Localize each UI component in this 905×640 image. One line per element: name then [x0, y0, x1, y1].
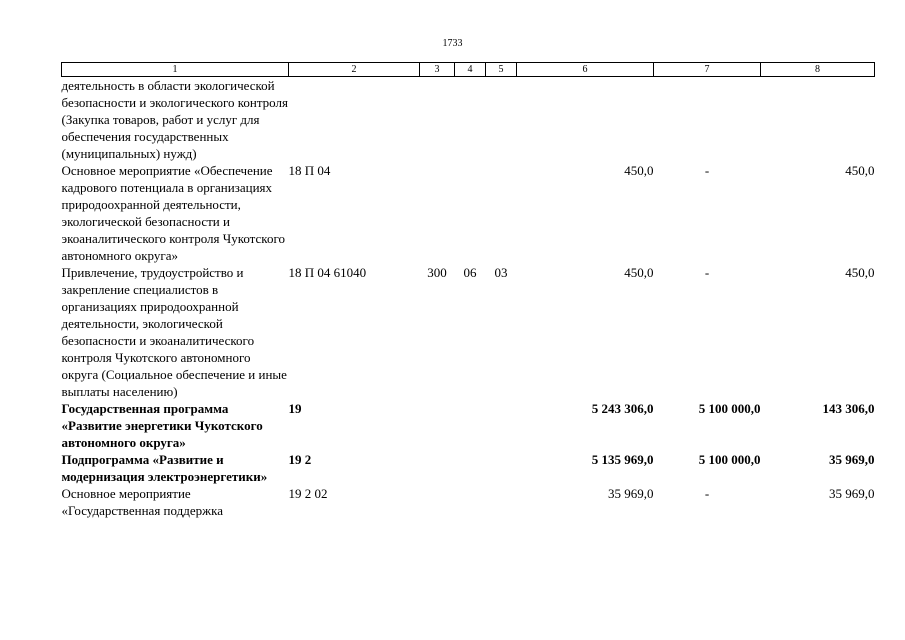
table-row [62, 451, 875, 485]
row-total: 35 969,0 [608, 486, 654, 501]
row-subsection: 03 [494, 265, 508, 280]
row-subsection [486, 77, 517, 163]
header-col-4: 4 [455, 63, 486, 77]
table-row [62, 77, 875, 163]
row-subsection [486, 451, 517, 485]
row-total: 450,0 [624, 163, 654, 178]
row-regional [761, 77, 875, 163]
row-regional: 35 969,0 [829, 486, 875, 501]
row-expense-type: 300 [427, 265, 447, 280]
row-federal [654, 77, 761, 163]
header-col-1: 1 [62, 63, 289, 77]
page-number: 1733 [442, 38, 463, 49]
row-section [455, 485, 486, 519]
row-target-code: 19 2 02 [288, 486, 328, 501]
row-expense-type [420, 400, 455, 451]
row-section [455, 77, 486, 163]
row-name: Основное мероприятие «Обеспечение кадрового потенциала в организациях природоохранной деятельности, экологической безопасности и экоаналитического контроля Чукотского автономного округа» [61, 163, 285, 263]
row-target-code: 18 П 04 [288, 163, 331, 178]
header-col-7: 7 [654, 63, 761, 77]
row-regional: 450,0 [845, 265, 875, 280]
row-name: Привлечение, трудоустройство и закрепление специалистов в организациях природоохранной деятельности, экологической безопасности и экоаналитического контроля Чукотского автономного округа (Социальное обеспечение и иные выплаты населению) [61, 265, 287, 399]
row-regional: 143 306,0 [822, 401, 875, 416]
row-section [455, 162, 486, 264]
row-regional: 35 969,0 [829, 452, 875, 467]
row-target-code [289, 77, 420, 163]
row-section [455, 400, 486, 451]
budget-table [61, 62, 875, 519]
header-col-8: 8 [761, 63, 875, 77]
row-federal: - [704, 265, 710, 280]
row-expense-type [420, 485, 455, 519]
row-name: Государственная программа «Развитие энергетики Чукотского автономного округа» [61, 401, 263, 450]
row-subsection [486, 485, 517, 519]
row-section: 06 [463, 265, 477, 280]
row-federal: - [704, 163, 710, 178]
row-name: Подпрограмма «Развитие и модернизация электроэнергетики» [61, 452, 268, 484]
row-regional: 450,0 [845, 163, 875, 178]
row-expense-type [420, 162, 455, 264]
row-total: 450,0 [624, 265, 654, 280]
header-col-6: 6 [517, 63, 654, 77]
row-subsection [486, 162, 517, 264]
row-name: деятельность в области экологической безопасности и экологического контроля (Закупка товаров, работ и услуг для обеспечения государственных (муниципальных) нужд) [61, 78, 288, 161]
row-total: 5 243 306,0 [591, 401, 654, 416]
row-total [517, 77, 654, 163]
column-number-header [62, 63, 875, 77]
header-col-3: 3 [420, 63, 455, 77]
row-total: 5 135 969,0 [591, 452, 654, 467]
table-row [62, 400, 875, 451]
row-name: Основное мероприятие «Государственная поддержка [61, 486, 224, 518]
table-row [62, 264, 875, 400]
row-federal: - [704, 486, 710, 501]
table-row [62, 485, 875, 519]
header-col-5: 5 [486, 63, 517, 77]
row-federal: 5 100 000,0 [698, 401, 761, 416]
row-expense-type [420, 451, 455, 485]
row-target-code: 19 [288, 401, 302, 416]
row-federal: 5 100 000,0 [698, 452, 761, 467]
row-section [455, 451, 486, 485]
table-row [62, 162, 875, 264]
row-expense-type [420, 77, 455, 163]
row-subsection [486, 400, 517, 451]
row-target-code: 18 П 04 61040 [288, 265, 367, 280]
row-target-code: 19 2 [288, 452, 312, 467]
header-col-2: 2 [289, 63, 420, 77]
